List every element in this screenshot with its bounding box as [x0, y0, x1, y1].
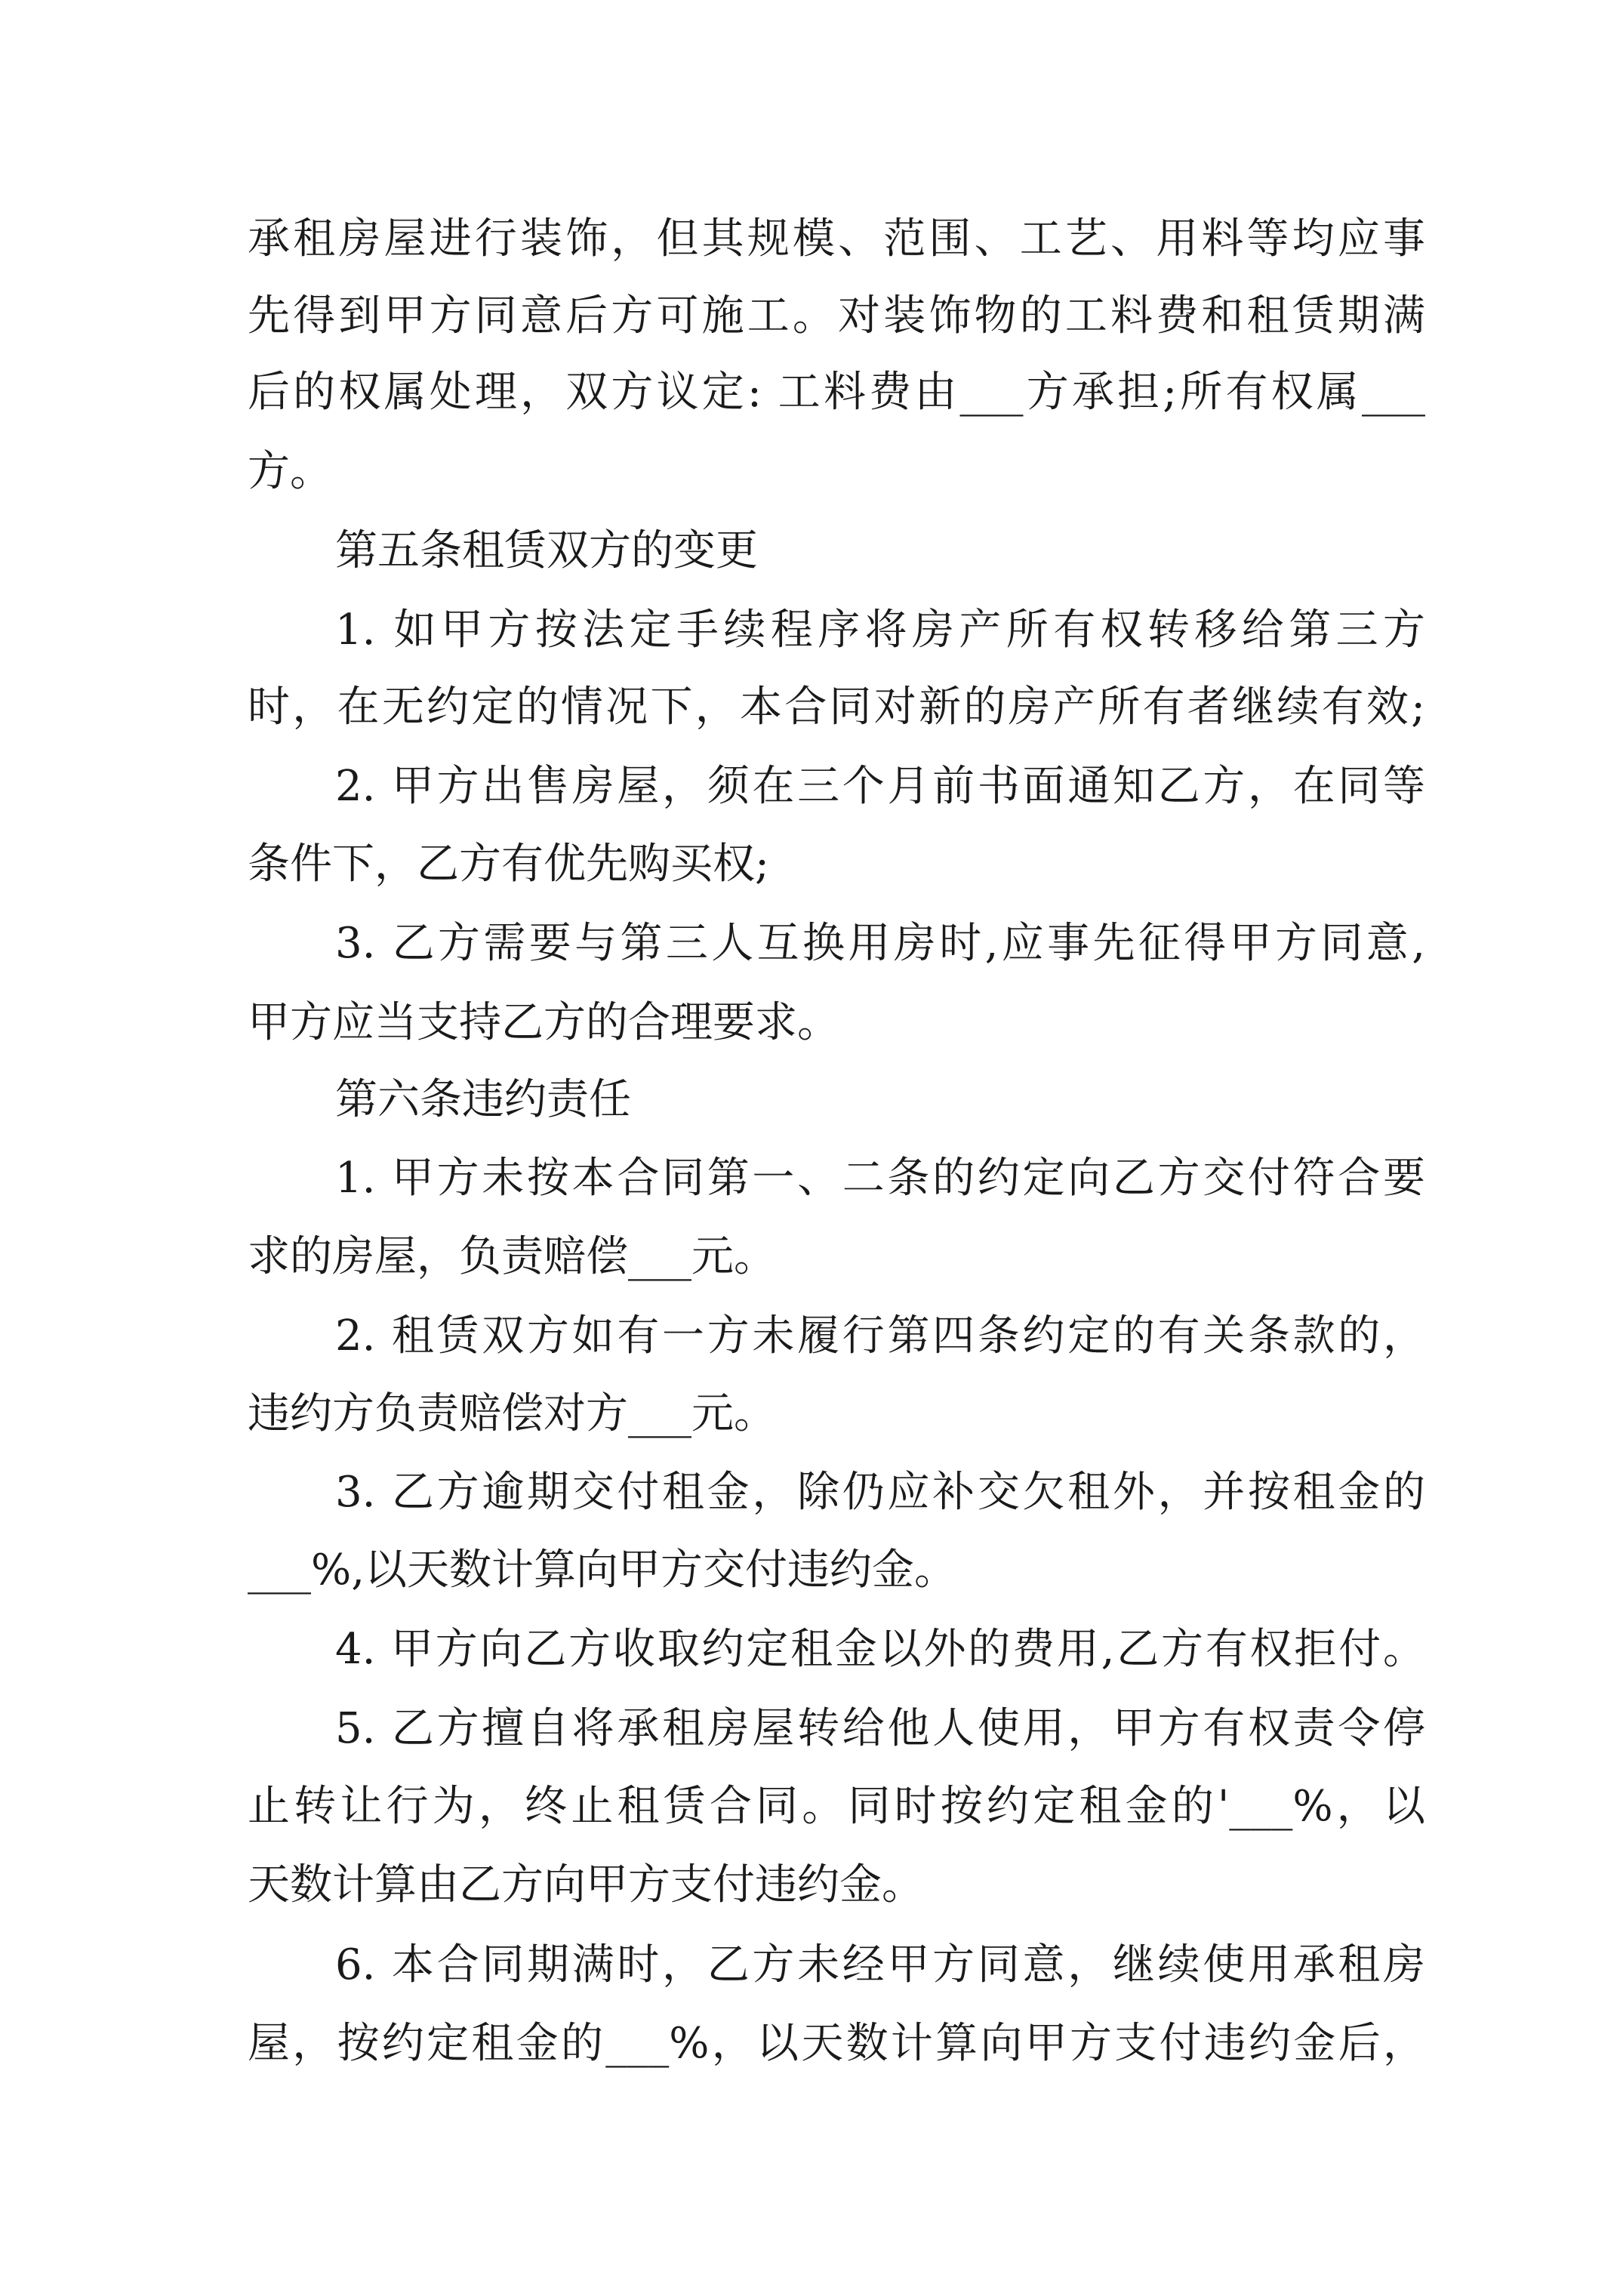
paragraph-line: 方。	[248, 447, 332, 496]
clause-line: 6. 本合同期满时，乙方未经甲方同意，继续使用承租房	[335, 1940, 1425, 1989]
clause-line: 2. 甲方出售房屋，须在三个月前书面通知乙方，在同等	[335, 762, 1425, 811]
paragraph-line: ___%,以天数计算向甲方交付违约金。	[248, 1546, 957, 1595]
paragraph-line: 违约方负责赔偿对方___元。	[248, 1389, 776, 1438]
clause-line: 4. 甲方向乙方收取约定租金以外的费用,乙方有权拒付。	[335, 1625, 1425, 1674]
clause-line: 3. 乙方逾期交付租金，除仍应补交欠租外，并按租金的	[335, 1468, 1425, 1517]
paragraph-line: 先得到甲方同意后方可施工。对装饰物的工料费和租赁期满	[248, 291, 1425, 341]
paragraph-line: 承租房屋进行装饰，但其规模、范围、工艺、用料等均应事	[248, 214, 1425, 264]
paragraph-line: 时，在无约定的情况下，本合同对新的房产所有者继续有效;	[248, 683, 1425, 732]
clause-line: 1. 如甲方按法定手续程序将房产所有权转移给第三方	[335, 606, 1425, 655]
paragraph-line: 条件下，乙方有优先购买权;	[248, 840, 769, 889]
paragraph-line: 甲方应当支持乙方的合理要求。	[248, 998, 839, 1047]
paragraph-line: 求的房屋，负责赔偿___元。	[248, 1232, 776, 1281]
clause-line: 1. 甲方未按本合同第一、二条的约定向乙方交付符合要	[335, 1154, 1425, 1203]
paragraph-line: 止转让行为，终止租赁合同。同时按约定租金的'___%，以	[248, 1782, 1425, 1831]
clause-line: 5. 乙方擅自将承租房屋转给他人使用，甲方有权责令停	[335, 1704, 1425, 1753]
paragraph-line: 天数计算由乙方向甲方支付违约金。	[248, 1860, 924, 1909]
section-heading: 第六条违约责任	[335, 1075, 631, 1124]
clause-line: 3. 乙方需要与第三人互换用房时,应事先征得甲方同意,	[335, 919, 1425, 968]
paragraph-line: 后的权属处理，双方议定: 工料费由___方承担;所有权属___	[248, 368, 1425, 417]
section-heading: 第五条租赁双方的变更	[335, 526, 758, 575]
clause-line: 2. 租赁双方如有一方未履行第四条约定的有关条款的，	[335, 1311, 1425, 1361]
paragraph-line: 屋，按约定租金的___%，以天数计算向甲方支付违约金后，	[248, 2019, 1425, 2068]
